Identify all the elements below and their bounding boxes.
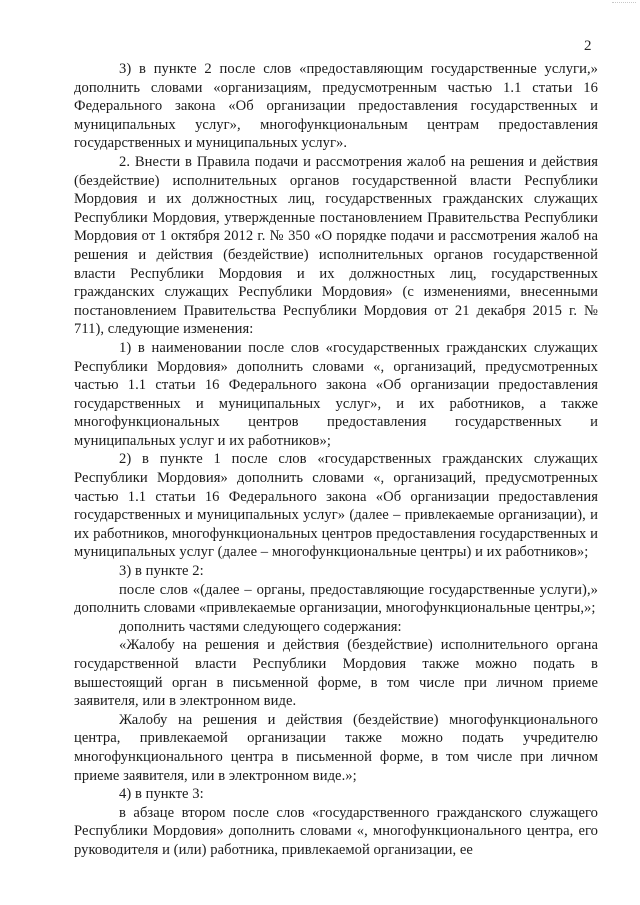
paragraph-complaint-executive: «Жалобу на решения и действия (бездействие) исполнительного органа государственной власти Республики Мордовия также можно подать в вышестоящий орган в письменной форме, в том числе при личном приеме заявителя, или в электронном виде. xyxy=(74,637,598,710)
paragraph-complaint-mfc: Жалобу на решения и действия (бездействие) многофункционального центра, привлекаемой организации также можно подать учредителю многофункционального центра в письменной форме, в том числе при личном приеме заявителя, или в электронном виде.»; xyxy=(74,711,598,784)
paragraph-item-1-title: 1) в наименовании после слов «государственных гражданских служащих Республики Мордовия» дополнить словами «, организаций, предусмотренных частью 1.1 статьи 16 Федерального закона «Об организации предоставления государственных и муниципальных услуг», и их работников, а также многофункциональных центров предоставления государственных и муниципальных услуг и их работников»; xyxy=(74,339,598,449)
scan-artifact xyxy=(612,2,636,7)
paragraph-item-3-words: после слов «(далее – органы, предоставляющие государственные услуги),» дополнить словами «привлекаемые организации, многофункциональные центры,»; xyxy=(74,581,598,617)
paragraph-item-4-heading: 4) в пункте 3: xyxy=(119,786,204,803)
paragraph-item-2-point-1: 2) в пункте 1 после слов «государственных гражданских служащих Республики Мордовия» дополнить словами «, организаций, предусмотренных частью 1.1 статьи 16 Федерального закона «Об организации предоставления государственных и муниципальных услуг» (далее – привлекаемые организации), и их работников, многофункциональных центров предоставления государственных и муниципальных услуг (далее – многофункциональные центры) и их работников»; xyxy=(74,451,598,561)
document-body xyxy=(74,60,598,860)
page-number: 2 xyxy=(584,38,592,54)
paragraph-item-3-add-parts: дополнить частями следующего содержания: xyxy=(119,618,402,635)
paragraph-item-3-point-2: 3) в пункте 2 после слов «предоставляющим государственные услуги,» дополнить словами «организациям, предусмотренным частью 1.1 статьи 16 Федерального закона «Об организации предоставления государственных и муниципальных услуг», многофункциональным центрам предоставления государственных и муниципальных услуг». xyxy=(74,61,598,152)
paragraph-item-4-second-subparagraph: в абзаце втором после слов «государственного гражданского служащего Республики Мордовия» дополнить словами «, многофункционального центра, его руководителя и (или) работника, привлекаемой организации, ее xyxy=(74,804,598,858)
paragraph-section-2: 2. Внести в Правила подачи и рассмотрения жалоб на решения и действия (бездействие) исполнительных органов государственной власти Республики Мордовия и их должностных лиц, государственных гражданских служащих Республики Мордовия, утвержденные постановлением Правительства Республики Мордовия от 1 октября 2012 г. № 350 «О порядке подачи и рассмотрения жалоб на решения и действия (бездействие) исполнительных органов государственной власти Республики Мордовия и их должностных лиц, государственных гражданских служащих Республики Мордовия» (с изменениями, внесенными постановлением Правительства Республики Мордовия от 21 декабря 2015 г. № 711), следующие изменения: xyxy=(74,153,598,338)
paragraph-item-3-heading: 3) в пункте 2: xyxy=(119,563,204,580)
